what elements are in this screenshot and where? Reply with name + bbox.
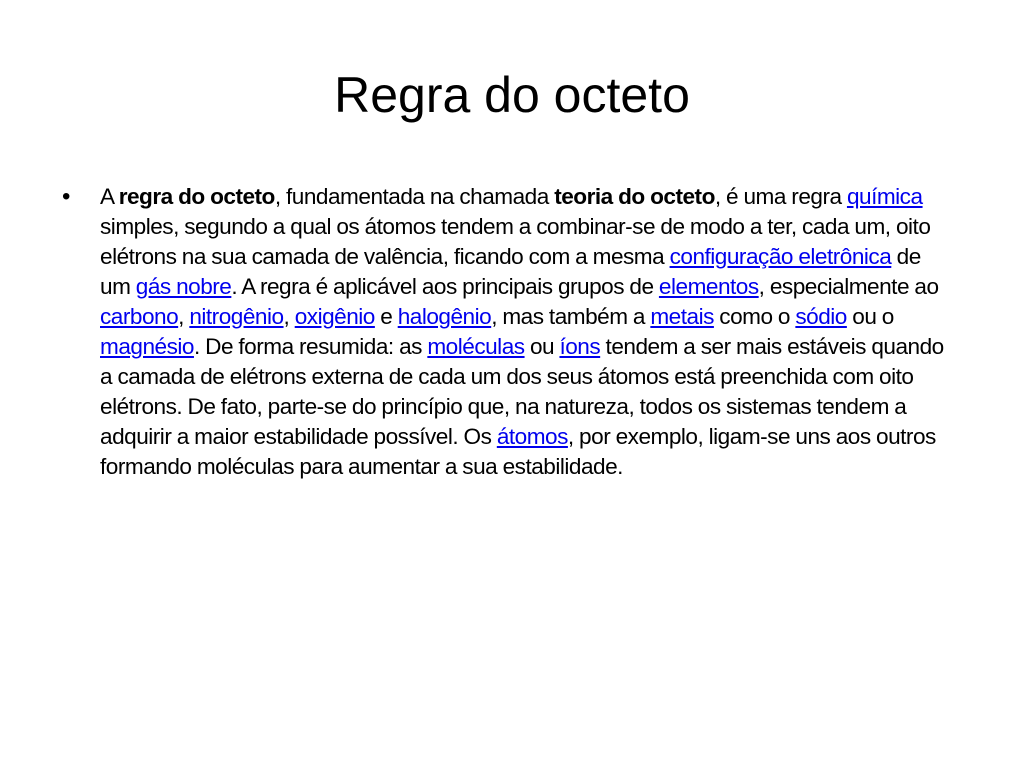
slide-content [62, 182, 962, 482]
slide-title: Regra do octeto [334, 67, 690, 123]
bold-term-regra-do-octeto: regra do octeto [118, 184, 275, 209]
link-atomos[interactable]: átomos [496, 424, 568, 449]
bullet-item [62, 182, 962, 482]
link-gas-nobre[interactable]: gás nobre [135, 274, 232, 299]
text-segment: , por exemplo, ligam-se uns aos outros formando moléculas para aumentar a sua estabilidade. [100, 424, 936, 479]
bullet-marker: • [62, 183, 71, 210]
text-segment: de um [100, 244, 921, 299]
link-metais[interactable]: metais [650, 304, 714, 329]
link-halogenio[interactable]: halogênio [397, 304, 492, 329]
text-segment: e [374, 304, 398, 329]
text-segment: simples, segundo a qual os átomos tendem a combinar-se de modo a ter, cada um, oito elétrons na sua camada de valência, ficando com a mesma [100, 214, 931, 269]
text-segment: A [100, 184, 119, 209]
link-configuracao-eletronica[interactable]: configuração eletrônica [669, 244, 892, 269]
text-segment: como o [713, 304, 796, 329]
text-segment: ou o [846, 304, 894, 329]
link-magnesio[interactable]: magnésio [100, 334, 194, 359]
text-segment: ou [524, 334, 560, 359]
text-segment: , é uma regra [714, 184, 847, 209]
text-segment: , especialmente ao [758, 274, 939, 299]
link-ions[interactable]: íons [559, 334, 601, 359]
link-carbono[interactable]: carbono [100, 304, 179, 329]
link-sodio[interactable]: sódio [795, 304, 847, 329]
link-oxigenio[interactable]: oxigênio [294, 304, 375, 329]
text-segment: . De forma resumida: as [193, 334, 428, 359]
link-elementos[interactable]: elementos [658, 274, 759, 299]
text-segment: , fundamentada na chamada [274, 184, 555, 209]
bullet-paragraph [100, 182, 946, 482]
link-nitrogenio[interactable]: nitrogênio [189, 304, 284, 329]
link-moleculas[interactable]: moléculas [427, 334, 525, 359]
bold-term-teoria-do-octeto: teoria do octeto [554, 184, 715, 209]
text-segment: , [283, 304, 295, 329]
text-segment: . A regra é aplicável aos principais grupos de [231, 274, 659, 299]
text-segment: , mas também a [491, 304, 651, 329]
link-quimica[interactable]: química [846, 184, 923, 209]
text-segment: , [178, 304, 190, 329]
text-segment: tendem a ser mais estáveis quando a camada de elétrons externa de cada um dos seus átomos está preenchida com oito elétrons. De fato, parte-se do princípio que, na natureza, todos os sistemas tendem a adquirir a maior estabilidade possível. Os [100, 334, 944, 449]
